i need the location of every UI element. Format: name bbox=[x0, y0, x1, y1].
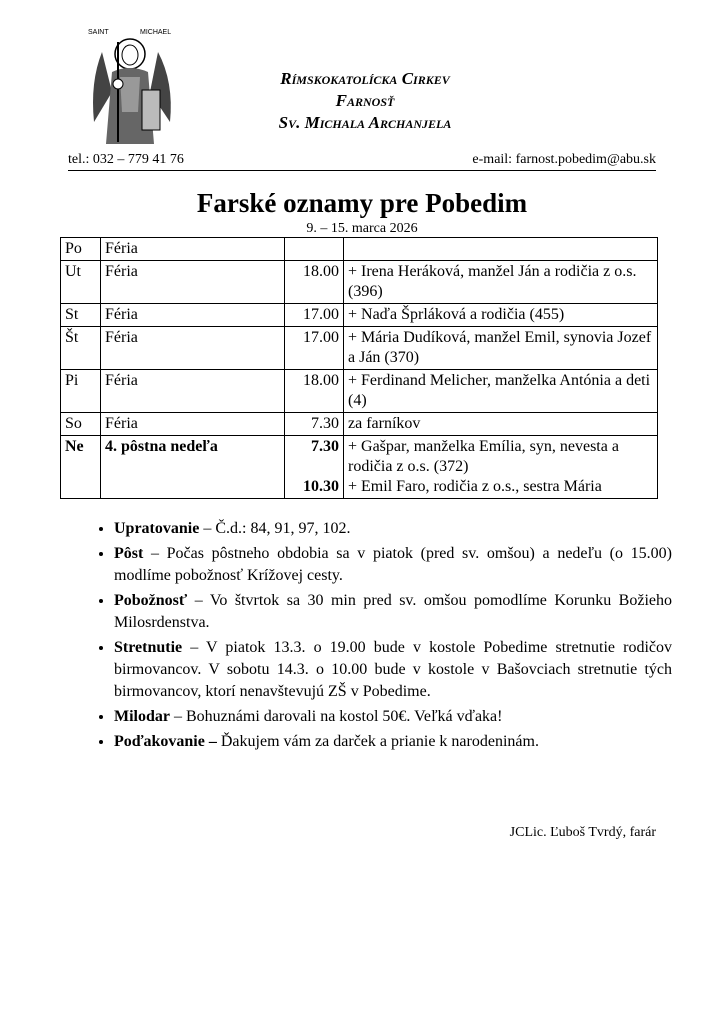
announcement-label: Milodar bbox=[114, 708, 170, 725]
announcement-text: – Bohuznámi darovali na kostol 50€. Veľká vďaka! bbox=[170, 708, 503, 725]
schedule-intention bbox=[344, 261, 658, 304]
schedule-day: Po bbox=[61, 238, 101, 261]
church-name: Rímskokatolícka Cirkev bbox=[280, 69, 450, 88]
mass-intention: + Ferdinand Melicher, manželka Antónia a deti (4) bbox=[348, 372, 651, 409]
announcement-text: – Počas pôstneho obdobia sa v piatok (pred sv. omšou) a nedeľu (o 15.00) modlíme pobožnosť Krížovej cesty. bbox=[114, 545, 672, 584]
announcement-text: – Č.d.: 84, 91, 97, 102. bbox=[199, 520, 351, 537]
contact-line bbox=[68, 152, 656, 171]
schedule-feast: Féria bbox=[101, 413, 285, 436]
parish-header bbox=[200, 68, 530, 134]
mass-intention: + Gašpar, manželka Emília, syn, nevesta a rodičia z o.s. (372) bbox=[348, 438, 619, 475]
mass-schedule-table bbox=[60, 237, 658, 499]
phone: tel.: 032 – 779 41 76 bbox=[68, 152, 184, 167]
schedule-feast: Féria bbox=[101, 238, 285, 261]
mass-intention: + Mária Dudíková, manžel Emil, synovia Jozef a Ján (370) bbox=[348, 329, 652, 366]
schedule-time bbox=[285, 238, 344, 261]
announcement-item bbox=[114, 590, 672, 634]
announcement-label: Poďakovanie – bbox=[114, 733, 217, 750]
mass-intention: za farníkov bbox=[348, 415, 421, 432]
schedule-row bbox=[61, 413, 658, 436]
mass-intention: + Emil Faro, rodičia z o.s., sestra Mária bbox=[348, 478, 602, 495]
schedule-row bbox=[61, 261, 658, 304]
schedule-intention bbox=[344, 370, 658, 413]
schedule-time bbox=[285, 370, 344, 413]
signature: JCLic. Ľuboš Tvrdý, farár bbox=[509, 825, 656, 840]
announcement-text: – V piatok 13.3. o 19.00 bude v kostole Pobedime stretnutie rodičov birmovancov. V sobotu 14.3. o 10.00 bude v kostole v Bašovciach stretnutie tých birmovancov, ktorí nenavštevujú ZŠ v Pobedime. bbox=[114, 639, 672, 700]
schedule-time bbox=[285, 304, 344, 327]
mass-time: 17.00 bbox=[303, 306, 339, 323]
schedule-day: Pi bbox=[61, 370, 101, 413]
schedule-time bbox=[285, 327, 344, 370]
parish-saint: Sv. Michala Archanjela bbox=[278, 113, 452, 132]
announcement-item bbox=[114, 637, 672, 703]
announcement-item bbox=[114, 518, 672, 540]
saint-michael-icon bbox=[82, 22, 182, 147]
schedule-row bbox=[61, 370, 658, 413]
schedule-time bbox=[285, 261, 344, 304]
schedule-time bbox=[285, 436, 344, 499]
mass-time: 10.30 bbox=[303, 478, 339, 495]
schedule-intention bbox=[344, 304, 658, 327]
mass-intention: + Naďa Šprláková a rodičia (455) bbox=[348, 306, 565, 323]
date-range: 9. – 15. marca 2026 bbox=[306, 221, 418, 236]
mass-time: 18.00 bbox=[303, 263, 339, 280]
email: e-mail: farnost.pobedim@abu.sk bbox=[472, 152, 656, 167]
schedule-feast: 4. pôstna nedeľa bbox=[101, 436, 285, 499]
schedule-intention bbox=[344, 413, 658, 436]
schedule-intention bbox=[344, 327, 658, 370]
announcement-label: Upratovanie bbox=[114, 520, 200, 537]
schedule-feast: Féria bbox=[101, 370, 285, 413]
schedule-day: So bbox=[61, 413, 101, 436]
schedule-feast: Féria bbox=[101, 261, 285, 304]
announcement-list bbox=[68, 518, 672, 756]
schedule-day: Ut bbox=[61, 261, 101, 304]
schedule-feast: Féria bbox=[101, 327, 285, 370]
announcement-label: Pôst bbox=[114, 545, 144, 562]
schedule-day: St bbox=[61, 304, 101, 327]
announcement-item bbox=[114, 731, 672, 753]
announcement-label: Stretnutie bbox=[114, 639, 183, 656]
announcement-label: Pobožnosť bbox=[114, 592, 188, 609]
mass-time: 7.30 bbox=[311, 415, 339, 432]
schedule-row bbox=[61, 436, 658, 499]
schedule-intention bbox=[344, 436, 658, 499]
icon-caption-left: SAINT bbox=[88, 29, 109, 36]
schedule-row bbox=[61, 304, 658, 327]
icon-caption-right: MICHAEL bbox=[140, 29, 172, 36]
schedule-row bbox=[61, 238, 658, 261]
announcement-item bbox=[114, 706, 672, 728]
mass-intention: + Irena Heráková, manžel Ján a rodičia z o.s. (396) bbox=[348, 263, 637, 300]
schedule-row bbox=[61, 327, 658, 370]
schedule-time bbox=[285, 413, 344, 436]
parish-label: Farnosť bbox=[335, 91, 395, 110]
announcement-text: – Vo štvrtok sa 30 min pred sv. omšou pomodlíme Korunku Božieho Milosrdenstva. bbox=[114, 592, 672, 631]
announcement-text: Ďakujem vám za darček a prianie k narodeninám. bbox=[216, 733, 539, 750]
schedule-intention bbox=[344, 238, 658, 261]
mass-time: 17.00 bbox=[303, 329, 339, 346]
mass-time: 18.00 bbox=[303, 372, 339, 389]
mass-time: 7.30 bbox=[311, 438, 339, 455]
schedule-feast: Féria bbox=[101, 304, 285, 327]
page-title: Farské oznamy pre Pobedim bbox=[196, 188, 528, 218]
schedule-day: Št bbox=[61, 327, 101, 370]
schedule-day: Ne bbox=[61, 436, 101, 499]
announcement-item bbox=[114, 543, 672, 587]
